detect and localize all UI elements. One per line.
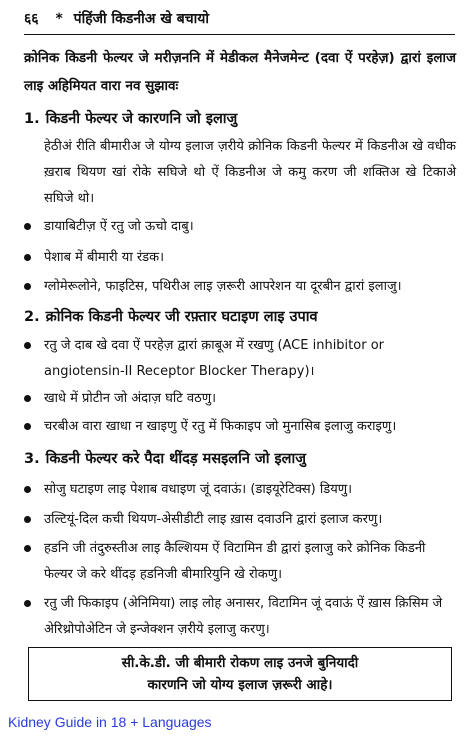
bullet-icon — [24, 423, 31, 430]
bullet-icon — [24, 516, 31, 523]
section-3-heading: 3. किडनी फेल्यर करे पैदा थींदड़ मसइलनि जो इलाजु — [24, 451, 306, 467]
section-1-heading: 1. किडनी फेल्यर जे कारणनि जो इलाजु — [24, 111, 238, 127]
book-title: पंहिंजी किडनीअ खे बचायो — [73, 11, 209, 27]
bullet-icon — [24, 486, 31, 493]
list-item: उल्टियूं-दिल कची थियण-अेसीडीटी लाइ ख़ास दवाउनि द्वारां इलाज करणु। — [24, 507, 456, 533]
running-header — [24, 8, 454, 30]
bullet-icon — [24, 223, 31, 230]
boxed-note-line-2: कारणनि जो योग्य इलाज ज़रूरी आहे। — [147, 677, 333, 693]
bullet-icon — [24, 600, 31, 607]
list-item: डायाबिटीज़ ऐं रतु जो ऊचो दाबु। — [24, 214, 456, 240]
footer-caption: Kidney Guide in 18 + Languages — [8, 714, 212, 730]
bullet-icon — [24, 254, 31, 261]
intro-text: क्रोनिक किडनी फेल्यर जे मरीज़ननि में मेडीकल मैनेजमेन्ट (दवा ऐं परहेज़) द्वारां इलाज लाइ अहिमियत वारा नव सुझावः — [24, 50, 456, 94]
header-divider — [24, 34, 455, 35]
list-item: सोजु घटाइण लाइ पेशाब वधाइण जूं दवाऊं। (डाइयूरेटिक्स) डियणु। — [24, 477, 456, 503]
boxed-note — [28, 647, 452, 701]
boxed-note-line-1: सी.के.डी. जी बीमारी रोकण लाइ उनजे बुनियादी — [121, 655, 359, 671]
header-separator: * — [55, 11, 63, 27]
list-item: खाधे में प्रोटीन जो अंदाज़ घटि वठणु। — [24, 386, 456, 412]
section-1-paragraph: हेठीअं रीति बीमारीअ जे योग्य इलाज ज़रीये क्रोनिक किडनी फेल्यर में किडनीअ खे वधीक ख़राब थियण खां रोके सघिजे थो ऐं किडनीअ जे कमु करण जी शक्तिअ खे टिकाअे सघिजे थो। — [44, 139, 456, 206]
list-item: ग्लोमेरूलोने, फाइटिस, पथिरीअ लाइ ज़रूरी आपरेशन या दूरबीन द्वारां इलाजु। — [24, 274, 456, 300]
bullet-icon — [24, 545, 31, 552]
bullet-icon — [24, 342, 31, 349]
bullet-icon — [24, 283, 31, 290]
page-number: ६६ — [24, 11, 39, 27]
list-item: हडनि जी तंदुरुस्तीअ लाइ कैल्शियम ऐं विटामिन डी द्वारां इलाजु करे क्रोनिक किडनी फेल्यर जे करे थींदड़ हडनिजी बीमारियुनि खे रोकणु। — [24, 536, 456, 588]
section-2-heading: 2. क्रोनिक किडनी फेल्यर जी रफ़्तार घटाइण लाइ उपाव — [24, 309, 318, 325]
list-item: पेशाब में बीमारी या रंडक। — [24, 245, 456, 271]
bullet-icon — [24, 395, 31, 402]
list-item: रतु जी फिकाइप (अेनिमिया) लाइ लोह अनासर, विटामिन जूं दवाऊं ऐं ख़ास क़िसिम जे अेरिथ्रोपोअेटिन जे इन्जेक्शन ज़रीये इलाजु करणु। — [24, 591, 456, 643]
list-item: रतु जे दाब खे दवा ऐं परहेज़ द्वारां क़ाबूअ में रखणु (ACE inhibitor or angiotensin-II Receptor Blocker Therapy)। — [24, 333, 456, 385]
list-item: चरबीअ वारा खाधा न खाइणु ऐं रतु में फिकाइप जो मुनासिब इलाजु कराइणु। — [24, 414, 456, 440]
